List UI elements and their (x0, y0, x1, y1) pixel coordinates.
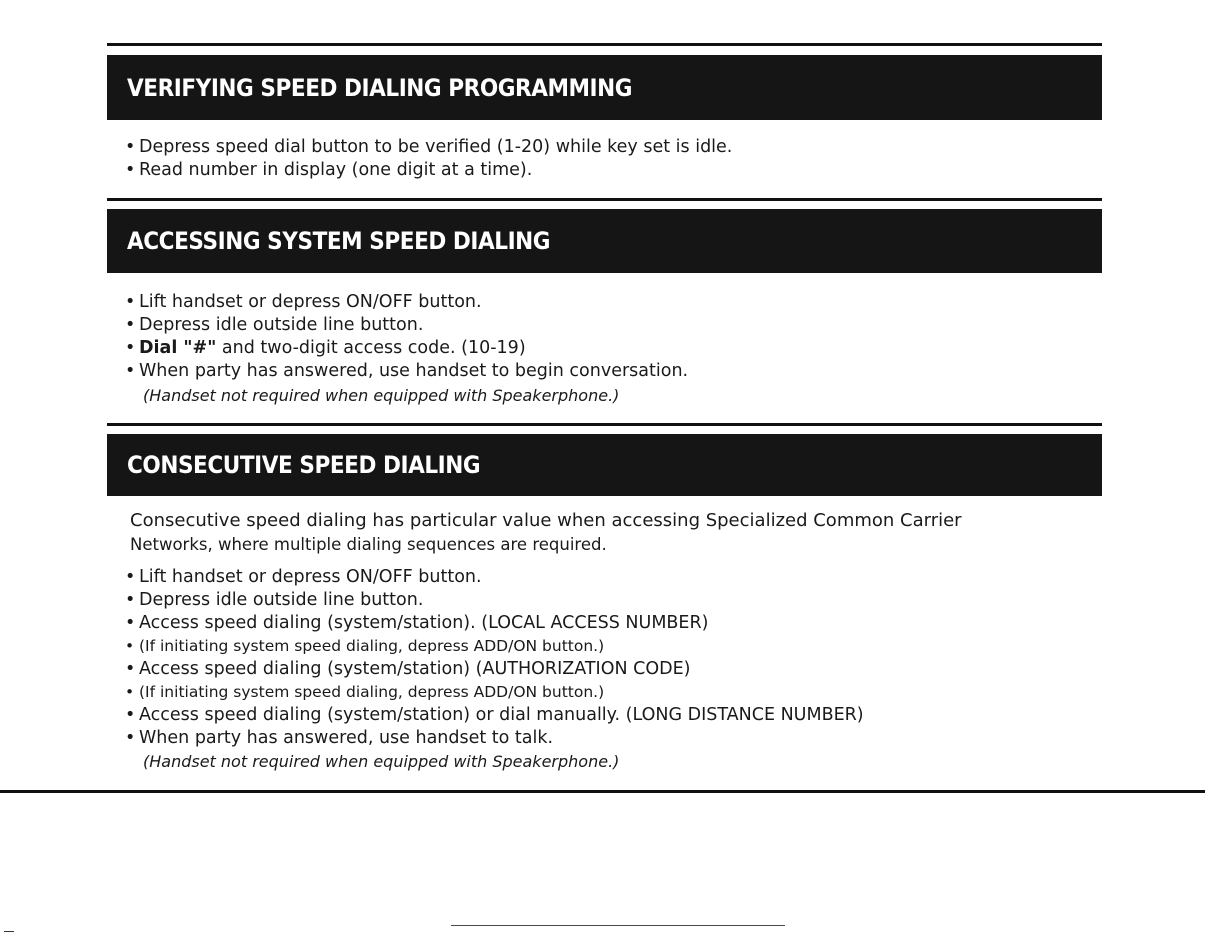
section-banner-verifying (107, 55, 1102, 120)
list-item: • Depress speed dial button to be verified (1-20) while key set is idle. (125, 137, 733, 157)
note: (Handset not required when equipped with Speakerphone.) (143, 386, 620, 405)
list-item: • Access speed dialing (system/station) (AUTHORIZATION CODE) (125, 659, 691, 679)
section-rule (107, 423, 1102, 426)
section-banner-consecutive (107, 434, 1102, 496)
intro-text: Consecutive speed dialing has particular value when accessing Specialized Common Carrier (130, 510, 962, 531)
section-title: VERIFYING SPEED DIALING PROGRAMMING (127, 73, 633, 102)
bullet-icon: • (125, 705, 136, 725)
bullet-icon: • (125, 338, 136, 358)
bottom-rule (0, 790, 1205, 793)
list-item: • Depress idle outside line button. (125, 590, 424, 610)
bullet-icon: • (125, 613, 136, 633)
dial-label: Dial "#" (139, 338, 217, 358)
bullet-icon: • (125, 315, 136, 335)
bullet-icon: • (125, 160, 136, 180)
top-rule (107, 43, 1102, 46)
list-item: • Read number in display (one digit at a time). (125, 160, 533, 180)
bullet-icon: • (125, 361, 136, 381)
list-item: • When party has answered, use handset to begin conversation. (125, 361, 689, 381)
section-rule (107, 198, 1102, 201)
bullet-icon: • (125, 137, 136, 157)
note: (Handset not required when equipped with Speakerphone.) (143, 752, 620, 771)
list-item: • (If initiating system speed dialing, depress ADD/ON button.) (125, 681, 604, 704)
section-title: ACCESSING SYSTEM SPEED DIALING (127, 227, 551, 255)
section-title: CONSECUTIVE SPEED DIALING (127, 451, 481, 479)
list-item: • Access speed dialing (system/station). (LOCAL ACCESS NUMBER) (125, 613, 709, 633)
bullet-icon: • (125, 292, 136, 312)
scan-edge-line (451, 925, 785, 926)
bullet-icon: • (125, 683, 135, 701)
list-item: • Lift handset or depress ON/OFF button. (125, 292, 482, 312)
bullet-icon: • (125, 637, 135, 655)
bullet-icon: • (125, 728, 136, 748)
list-item: • Dial "#" and two-digit access code. (10-19) (125, 338, 526, 358)
bullet-icon: • (125, 659, 136, 679)
list-item: • Access speed dialing (system/station) or dial manually. (LONG DISTANCE NUMBER) (125, 705, 864, 725)
list-item: • Lift handset or depress ON/OFF button. (125, 567, 482, 587)
bullet-icon: • (125, 590, 136, 610)
bullet-icon: • (125, 567, 136, 587)
section-banner-accessing (107, 209, 1102, 273)
intro-text: Networks, where multiple dialing sequences are required. (130, 535, 607, 554)
corner-mark (4, 931, 14, 932)
list-item: • (If initiating system speed dialing, depress ADD/ON button.) (125, 635, 604, 658)
list-item: • Depress idle outside line button. (125, 315, 424, 335)
list-item: • When party has answered, use handset to talk. (125, 728, 554, 748)
